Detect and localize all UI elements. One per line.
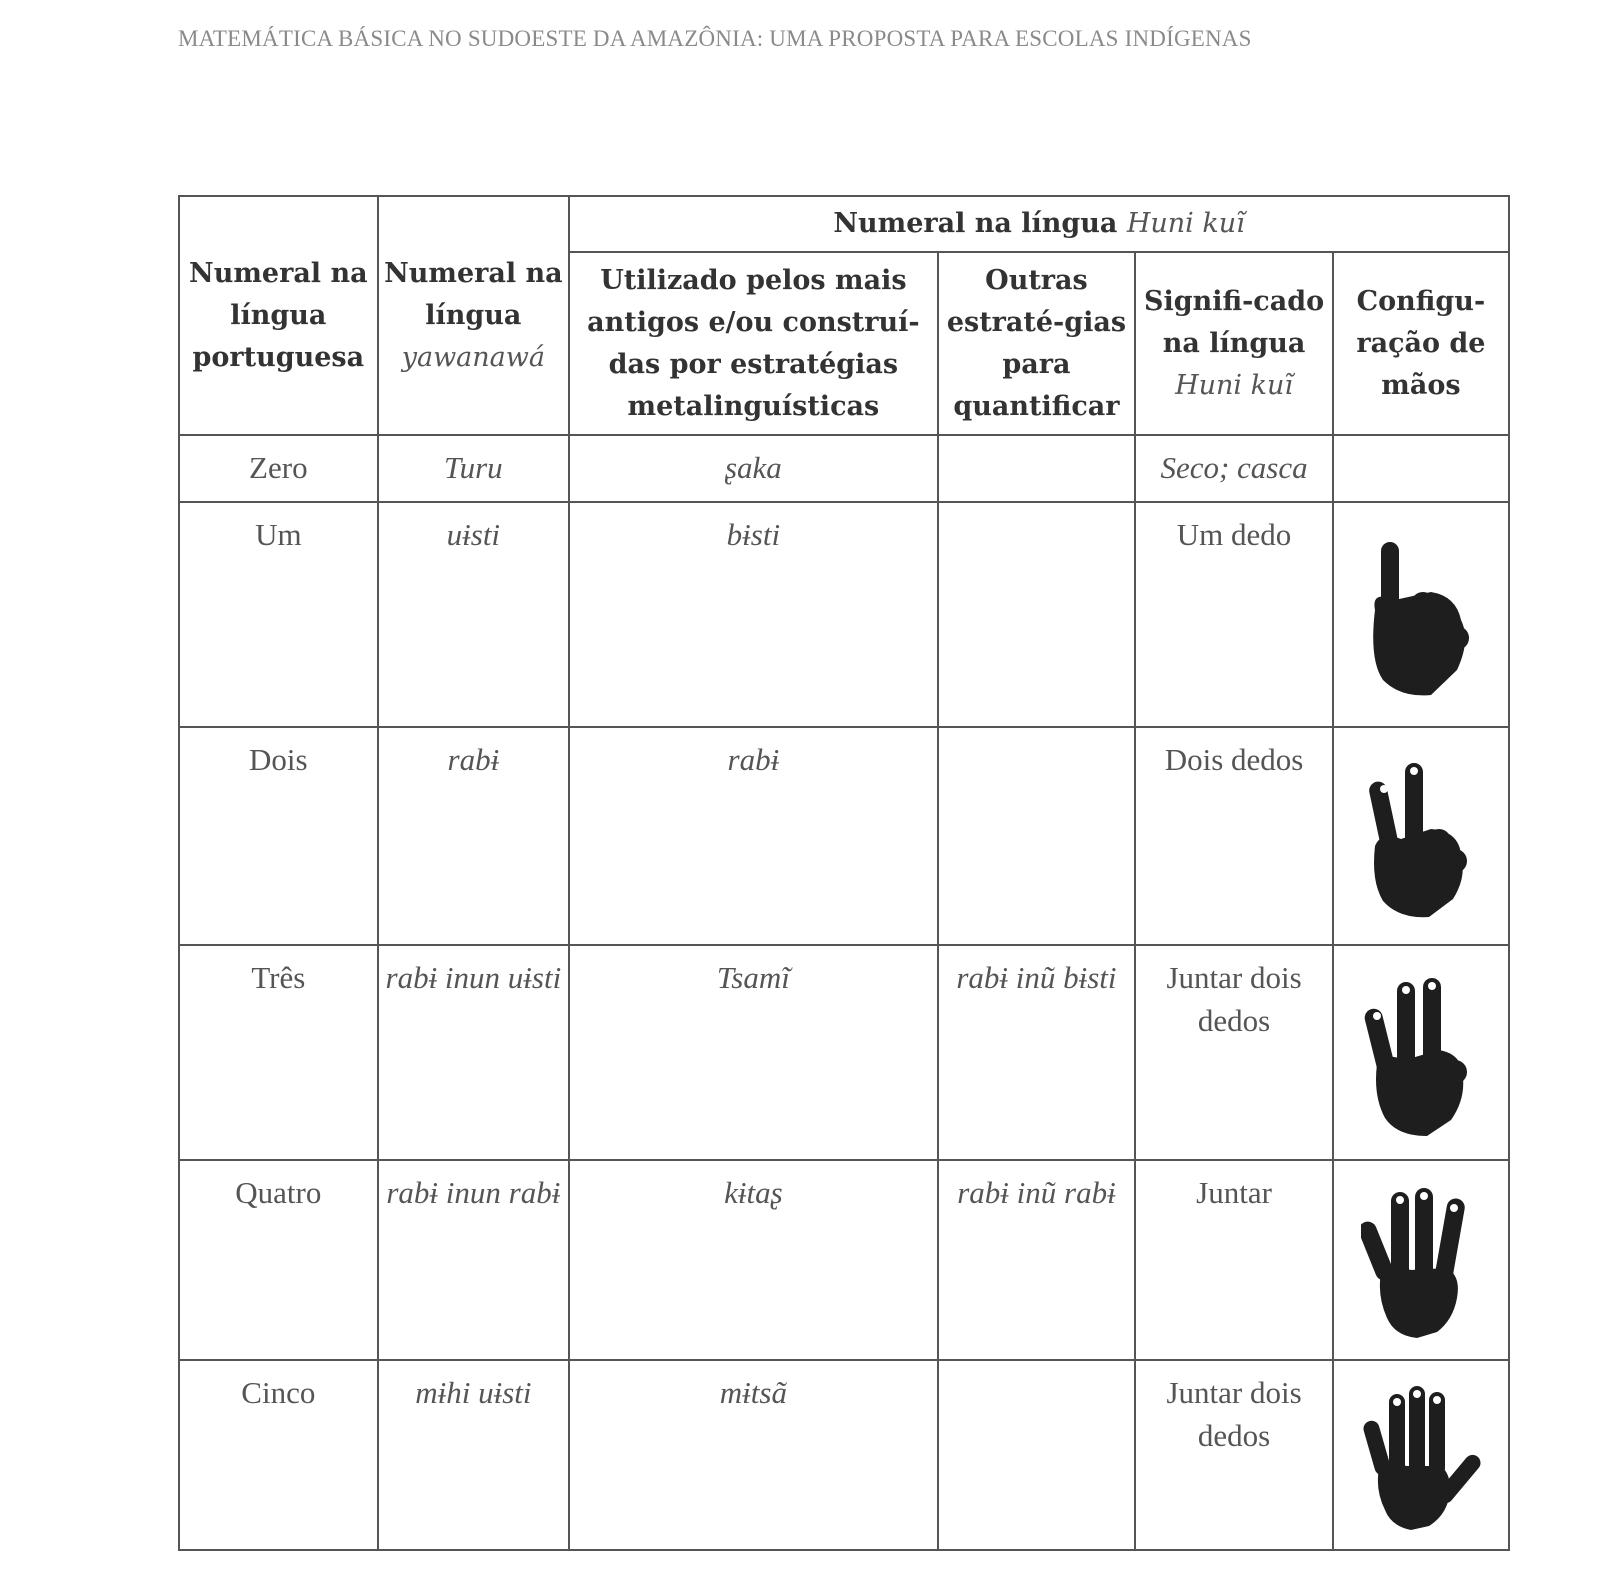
cell-configuracao: [1333, 945, 1509, 1160]
cell-yawanawa: rabɨ: [378, 727, 569, 945]
cell-significado: Um dedo: [1135, 502, 1333, 727]
four-fingers-hand-icon: [1361, 1180, 1481, 1340]
cell-portuguese: Zero: [179, 435, 378, 502]
cell-outras: rabɨ inũ rabɨ: [938, 1160, 1136, 1360]
header-portuguese: Numeral na língua portuguesa: [179, 196, 378, 435]
cell-antigos: mɨtsã: [569, 1360, 938, 1550]
cell-configuracao: [1333, 435, 1509, 502]
cell-antigos: Tsamĩ: [569, 945, 938, 1160]
table-row: [179, 435, 1509, 502]
cell-antigos: kɨtaʂ: [569, 1160, 938, 1360]
header-huni-kui-group: Numeral na língua Huni kuĩ: [569, 196, 1509, 252]
cell-configuracao: [1333, 1360, 1509, 1550]
cell-yawanawa: rabɨ inun rabɨ: [378, 1160, 569, 1360]
cell-significado: Juntar dois dedos: [1135, 945, 1333, 1160]
cell-yawanawa: Turu: [378, 435, 569, 502]
cell-portuguese: Dois: [179, 727, 378, 945]
cell-significado: Juntar dois dedos: [1135, 1360, 1333, 1550]
cell-significado: Juntar: [1135, 1160, 1333, 1360]
table-row: [179, 1160, 1509, 1360]
table-row: [179, 502, 1509, 727]
cell-portuguese: Quatro: [179, 1160, 378, 1360]
header-significado: Signifi-cado na língua Huni kuĩ: [1135, 252, 1333, 435]
cell-significado: Dois dedos: [1135, 727, 1333, 945]
five-fingers-hand-icon: [1361, 1380, 1481, 1530]
table-row: [179, 727, 1509, 945]
cell-yawanawa: uɨsti: [378, 502, 569, 727]
cell-outras: [938, 1360, 1136, 1550]
header-configuracao: Configu-ração de mãos: [1333, 252, 1509, 435]
cell-significado: Seco; casca: [1135, 435, 1333, 502]
running-head: MATEMÁTICA BÁSICA NO SUDOESTE DA AMAZÔNIA: UMA PROPOSTA PARA ESCOLAS INDÍGENAS: [178, 26, 1252, 51]
cell-portuguese: Um: [179, 502, 378, 727]
table-row: [179, 945, 1509, 1160]
header-antigos: Utilizado pelos mais antigos e/ou construí-das por estratégias metalinguísticas: [569, 252, 938, 435]
header-outras: Outras estraté-gias para quantificar: [938, 252, 1136, 435]
cell-outras: rabɨ inũ bɨsti: [938, 945, 1136, 1160]
header-yawanawa: Numeral na língua yawanawá: [378, 196, 569, 435]
cell-outras: [938, 435, 1136, 502]
cell-antigos: bɨsti: [569, 502, 938, 727]
cell-yawanawa: rabɨ inun uɨsti: [378, 945, 569, 1160]
cell-outras: [938, 727, 1136, 945]
cell-outras: [938, 502, 1136, 727]
cell-configuracao: [1333, 727, 1509, 945]
cell-yawanawa: mɨhi uɨsti: [378, 1360, 569, 1550]
cell-antigos: ʂaka: [569, 435, 938, 502]
cell-portuguese: Cinco: [179, 1360, 378, 1550]
one-finger-hand-icon: [1361, 530, 1481, 700]
table-row: [179, 1360, 1509, 1550]
cell-configuracao: [1333, 502, 1509, 727]
numeral-table: [178, 195, 1510, 1551]
cell-antigos: rabɨ: [569, 727, 938, 945]
two-fingers-hand-icon: [1361, 751, 1481, 921]
cell-portuguese: Três: [179, 945, 378, 1160]
cell-configuracao: [1333, 1160, 1509, 1360]
three-fingers-hand-icon: [1361, 968, 1481, 1138]
